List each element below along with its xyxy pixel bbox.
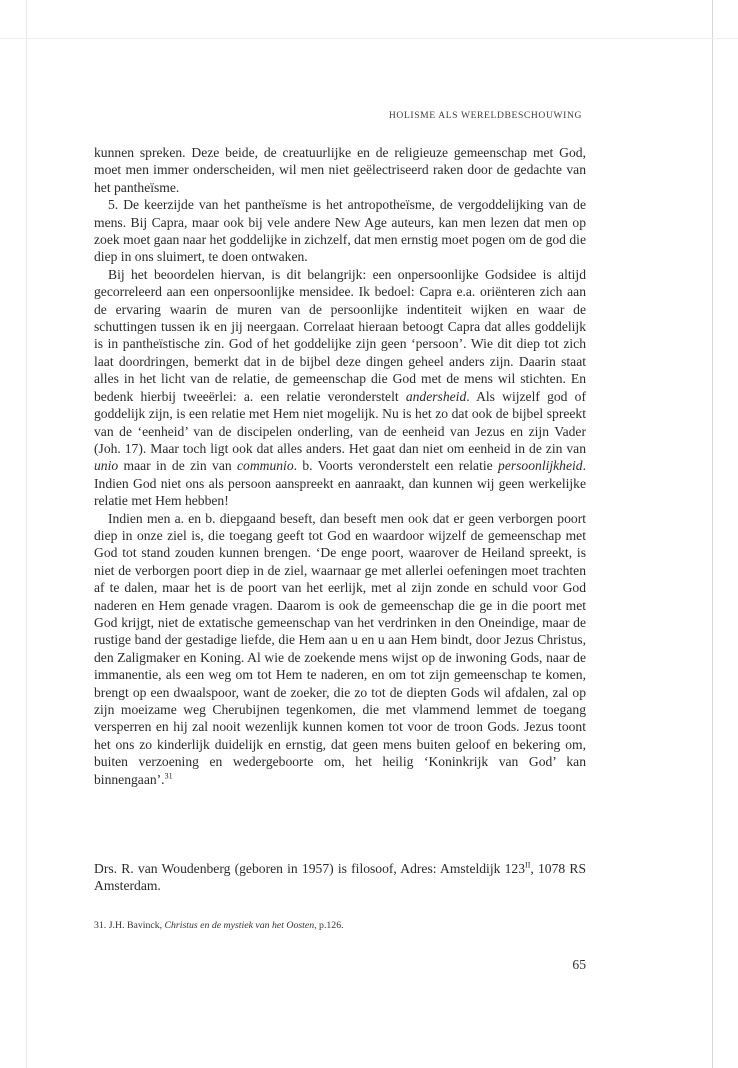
footnote-page: , p.126. — [314, 920, 344, 931]
left-page-edge — [26, 0, 27, 1068]
paragraph-1 — [94, 144, 586, 196]
paragraph-4-text: Indien men a. en b. diepgaand beseft, dan beseft men ook dat er geen verborgen poort diep in onze ziel is, die toegang geeft tot God en waardoor wijzelf de gemeenschap met God tot stand zouden kunnen brengen. ‘De enge poort, waarover de Heiland spreekt, is niet de verborgen poort diep in de ziel, waarnaar ge met allerlei oefeningen moet trachten af te dalen, maar het is de poort van het eerlijk, met al zijn zonde en schuld voor God naderen en Hem genade vragen. Daarom is ook de gemeenschap die ge in die poort met God krijgt, niet de extatische gemeenschap van het verdrinken in den Oneindige, maar de rustige band der gestadige liefde, die Hem aan u en u aan Hem bindt, door Jezus Christus, den Zaligmaker en Koning. Al wie de zoekende mens wijst op de inwoning Gods, naar de immanentie, als een weg om tot Hem te naderen, en om tot zijn gemeenschap te komen, brengt op een dwaalspoor, want de zoeker, die zo tot de diepten Gods wil afdalen, zal op zijn moeizame weg Cherubijnen tegenkomen, die met vlammend lemmet de toegang versperren en hij zal nooit wezenlijk kunnen komen tot voor de troon Gods. Jezus toont het ons zo kinderlijk duidelijk en ernstig, dat geen mens buiten geloof en bekering om, buiten verzoening en wedergeboorte om, het heilig ‘Koninkrijk van God’ kan binnengaan’. — [94, 510, 586, 787]
right-page-edge — [712, 0, 713, 1068]
author-note-text: Drs. R. van Woudenberg (geboren in 1957) is filosoof, Adres: Amsteldijk 123 — [94, 861, 526, 876]
paragraph-3-text-a: Bij het beoordelen hiervan, is dit belangrijk: een onpersoonlijke Godsidee is altijd gecorreleerd aan een onpersoonlijke mensidee. Ik bedoel: Capra e.a. oriënteren zich aan de ervaring waarin de muren van de persoonlijke indentiteit wijken en waar de schuttingen tussen ik en jij neergaan. Correlaat hieraan betoogt Capra dat alles goddelijk is in pantheïstische zin. God of het goddelijke zijn geen ‘persoon’. Wie dit diep tot zich laat doordringen, bemerkt dat in de bijbel deze dingen geheel anders zijn. Daarin staat alles in het licht van de relatie, de gemeenschap die God met de mens wil stichten. En bedenk hierbij tweeërlei: a. een relatie veronderstelt — [94, 266, 586, 404]
footnote-title: Christus en de mystiek van het Oosten — [164, 920, 315, 931]
footnote-marker-31[interactable]: 31 — [164, 771, 173, 781]
paragraph-3-text-d: . b. Voorts veronderstelt een relatie — [293, 458, 499, 474]
author-note-text-after: , 1078 RS Amsterdam. — [94, 861, 587, 894]
italic-andersheid: andersheid — [405, 388, 467, 404]
italic-communio: communio — [236, 458, 294, 474]
running-head: HOLISME ALS WERELDBESCHOUWING — [388, 110, 582, 121]
footnote-31 — [94, 919, 586, 932]
author-note — [94, 860, 586, 895]
top-page-edge — [0, 38, 738, 39]
paragraph-1-text: kunnen spreken. Deze beide, de creatuurlijke en de religieuze gemeenschap met God, moet men immer onderscheiden, wil men niet geëlectriseerd raken door de gedachte van het pantheïsme. — [94, 145, 586, 195]
paragraph-2-text: 5. De keerzijde van het pantheïsme is het antropotheïsme, de vergoddelijking van de mens. Bij Capra, maar ook bij vele andere New Age auteurs, kan men lezen dat men op zoek moet gaan naar het goddelijke in zichzelf, dat men ernstig moet pogen om de god die diep in ons sluimert, te doen ontwaken. — [94, 197, 586, 265]
paragraph-3-text-e: . Indien God niet ons als persoon aanspreekt en aanraakt, dan kunnen wij geen werkelijke relatie met Hem hebben! — [94, 458, 586, 509]
paragraph-3-text-c: maar in de zin van — [118, 458, 237, 474]
paragraph-4 — [94, 510, 586, 789]
paragraph-3-text-b: . Als wijzelf god of goddelijk zijn, is een relatie met Hem niet mogelijk. Nu is het zo dat ook de bijbel spreekt van de ‘eenheid’ van de discipelen onderling, van de eenheid van Jezus en zijn Vader (Joh. 17). Maar toch ligt ook dat alles anders. Het gaat dan niet om eenheid in de zin van — [94, 388, 586, 456]
footnote-number: 31. — [94, 920, 107, 931]
paragraph-2 — [94, 196, 586, 266]
italic-unio: unio — [94, 458, 119, 474]
address-superscript: II — [525, 860, 531, 870]
body-text — [94, 144, 586, 788]
footnote-author: J.H. Bavinck, — [108, 920, 163, 931]
italic-persoonlijkheid: persoonlijkheid — [498, 458, 583, 474]
page-number: 65 — [572, 957, 586, 972]
paragraph-3 — [94, 266, 586, 510]
